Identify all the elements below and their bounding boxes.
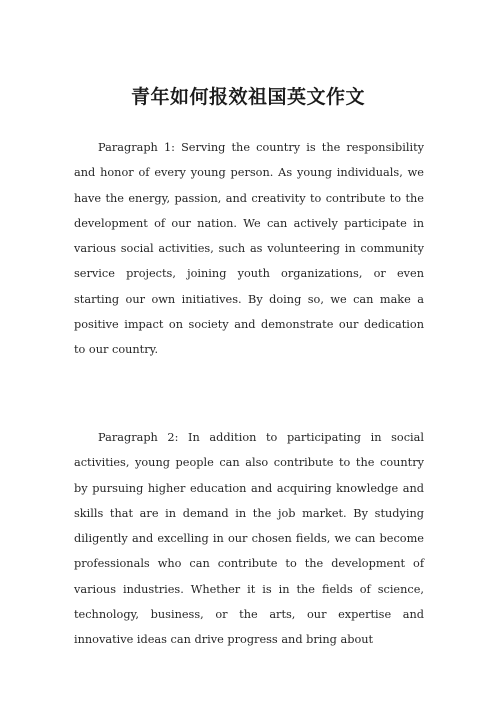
paragraph-1: Paragraph 1: Serving the country is the responsibility and honor of every young person. As young individuals, we have the energy, passion, and creativity to contribute to the development of our nation. We can actively participate in various social activities, such as volunteering in community service projects, joining youth organizations, or even starting our own initiatives. By doing so, we can make a positive impact on society and demonstrate our dedication to our country. <box>74 141 424 357</box>
paragraph-2: Paragraph 2: In addition to participating in social activities, young people can also contribute to the country by pursuing higher education and acquiring knowledge and skills that are in demand in the job market. By studying diligently and excelling in our chosen fields, we can become professionals who can contribute to the development of various industries. Whether it is in the fields of science, technology, business, or the arts, our expertise and innovative ideas can drive progress and bring about <box>74 431 424 647</box>
document-title: 青年如何报效祖国英文作文 <box>130 86 365 108</box>
